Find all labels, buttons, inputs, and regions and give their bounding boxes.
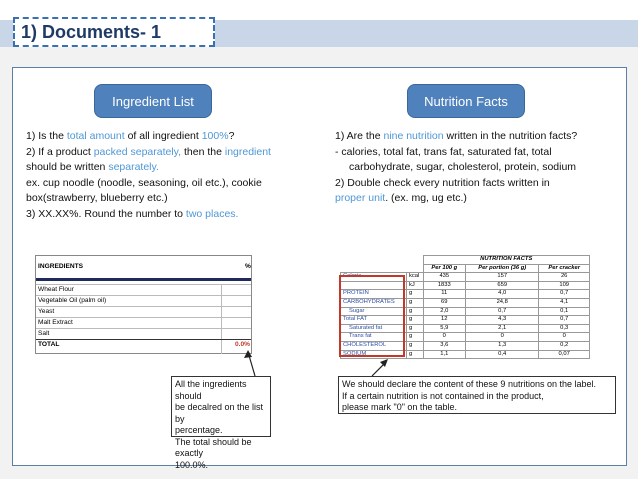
value-per-100g: 5,9 xyxy=(423,324,466,333)
note-line: The total should be exactly xyxy=(175,436,252,458)
percent-header: % xyxy=(245,263,251,270)
nutrient-name: CARBOHYDRATES xyxy=(341,298,407,307)
nutrient-unit: g xyxy=(407,333,424,342)
value-per-100g: 1833 xyxy=(423,281,466,290)
instruction-line: 3) XX.XX%. Round the number to two places. xyxy=(26,207,239,220)
value-per-100g: 69 xyxy=(423,298,466,307)
column-header: Per portion (36 g) xyxy=(466,264,539,273)
instruction-line: 2) If a product packed separately, then the ingredient xyxy=(26,145,271,158)
value-per-portion: 2,1 xyxy=(466,324,539,333)
instruction-line: ex. cup noodle (noodle, seasoning, oil etc.), cookie xyxy=(26,176,262,189)
value-per-portion: 0 xyxy=(466,333,539,342)
value-per-100g: 12 xyxy=(423,316,466,325)
nutrient-unit: g xyxy=(407,307,424,316)
nutrient-unit: g xyxy=(407,341,424,350)
value-per-100g: 435 xyxy=(423,273,466,282)
value-per-portion: 0,7 xyxy=(466,307,539,316)
ingredient-list-pill: Ingredient List xyxy=(94,84,212,118)
instruction-line: 1) Are the nine nutrition written in the nutrition facts? xyxy=(335,130,578,142)
value-per-100g: 0 xyxy=(423,333,466,342)
nutrient-name: CHOLESTEROL xyxy=(341,341,407,350)
note-line: percentage. xyxy=(175,425,223,435)
note-line: please mark "0" on the table. xyxy=(342,402,457,412)
instruction-line: 2) Double check every nutrition facts written in xyxy=(335,176,550,189)
total-label: TOTAL xyxy=(38,341,60,348)
nutrient-unit: g xyxy=(407,350,424,359)
nutrient-name: Trans fat xyxy=(341,333,407,342)
value-per-cracker: 0,7 xyxy=(539,316,590,325)
value-per-cracker: 0,7 xyxy=(539,290,590,299)
value-per-100g: 11 xyxy=(423,290,466,299)
value-per-100g: 1,1 xyxy=(423,350,466,359)
note-line: We should declare the content of these 9 nutritions on the label. xyxy=(342,379,596,389)
value-per-cracker: 0,2 xyxy=(539,341,590,350)
instruction-line: should be written separately. xyxy=(26,161,159,174)
value-per-portion: 1,3 xyxy=(466,341,539,350)
value-per-cracker: 0,3 xyxy=(539,324,590,333)
arrow-head xyxy=(380,359,388,367)
value-per-portion: 24,8 xyxy=(466,298,539,307)
value-per-portion: 0,4 xyxy=(466,350,539,359)
ingredient-name: Malt Extract xyxy=(38,319,73,326)
ingredient-name: Salt xyxy=(38,330,50,337)
nutrient-name: Saturated fat xyxy=(341,324,407,333)
total-value: 0.0% xyxy=(235,341,251,348)
nutrient-unit: kcal xyxy=(407,273,424,282)
ingredient-name: Yeast xyxy=(38,308,55,315)
instruction-line: proper unit. (ex. mg, ug etc.) xyxy=(335,192,467,205)
note-line: If a certain nutrition is not contained in the product, xyxy=(342,390,544,401)
nutrient-unit: g xyxy=(407,290,424,299)
nutrient-name: Sugar xyxy=(341,307,407,316)
ingredient-note xyxy=(171,376,271,470)
nutrient-unit: kJ xyxy=(407,281,424,290)
nutrient-name: PROTEIN xyxy=(341,290,407,299)
nutrient-unit: g xyxy=(407,316,424,325)
value-per-cracker: 0,07 xyxy=(539,350,590,359)
value-per-portion: 4,3 xyxy=(466,316,539,325)
instruction-line: 1) Is the total amount of all ingredient 100%? xyxy=(26,130,235,142)
instruction-line: carbohydrate, sugar, cholesterol, protein, sodium xyxy=(349,161,577,174)
value-per-portion: 659 xyxy=(466,281,539,290)
value-per-portion: 157 xyxy=(466,273,539,282)
value-per-cracker: 109 xyxy=(539,281,590,290)
nutrient-unit: g xyxy=(407,324,424,333)
value-per-portion: 4,0 xyxy=(466,290,539,299)
note-line: be decalred on the list by xyxy=(175,402,264,424)
nutrition-title: NUTRITION FACTS xyxy=(423,256,590,265)
ingredient-name: Vegetable Oil (palm oil) xyxy=(38,297,107,304)
value-per-cracker: 4,1 xyxy=(539,298,590,307)
note-line: All the ingredients should xyxy=(175,379,247,401)
column-header: Per cracker xyxy=(539,264,590,273)
nutrition-note xyxy=(338,376,616,414)
nutrition-facts-pill: Nutrition Facts xyxy=(407,84,525,118)
nutrient-name: Calorie xyxy=(341,273,407,282)
column-header: Per 100 g xyxy=(423,264,466,273)
instruction-line: - calories, total fat, trans fat, saturated fat, total xyxy=(335,145,552,158)
value-per-100g: 2,0 xyxy=(423,307,466,316)
nutrient-name: SODIUM xyxy=(341,350,407,359)
instruction-line: box(strawberry, blueberry etc.) xyxy=(26,192,168,205)
nutrient-name: Total FAT xyxy=(341,316,407,325)
value-per-100g: 3,6 xyxy=(423,341,466,350)
nutrient-unit: g xyxy=(407,298,424,307)
ingredients-header: INGREDIENTS xyxy=(38,263,84,270)
value-per-cracker: 0 xyxy=(539,333,590,342)
note-line: 100.0%. xyxy=(175,459,209,470)
ingredient-name: Wheat Flour xyxy=(38,286,74,293)
value-per-cracker: 0,1 xyxy=(539,307,590,316)
value-per-cracker: 26 xyxy=(539,273,590,282)
arrow-head xyxy=(244,350,252,358)
page-title: 1) Documents- 1 xyxy=(13,17,215,47)
